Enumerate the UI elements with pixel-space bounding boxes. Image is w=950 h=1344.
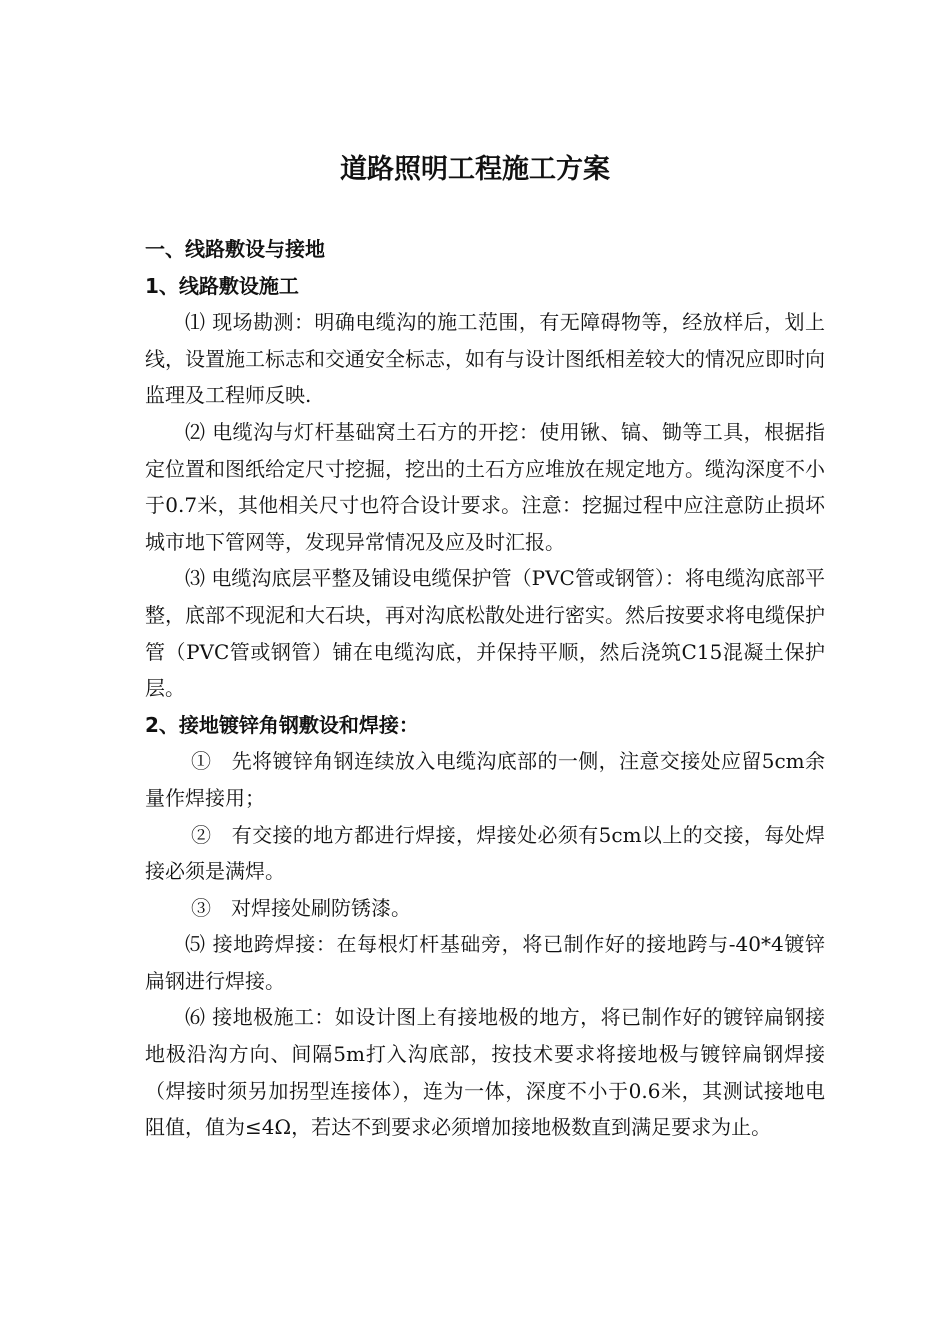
- document-body: [145, 231, 825, 1146]
- list-item-anti-rust: ③ 对焊接处刷防锈漆。: [191, 895, 411, 920]
- section-heading-1: 一、线路敷设与接地: [145, 237, 325, 261]
- paragraph-survey: ⑴ 现场勘测：明确电缆沟的施工范围，有无障碍物等，经放样后，划上线，设置施工标志和交通安全标志，如有与设计图纸相差较大的情况应即时向监理及工程师反映.: [145, 310, 825, 408]
- paragraph-ground-electrode: ⑹ 接地极施工：如设计图上有接地极的地方，将已制作好的镀锌扁钢接地极沿沟方向、间隔5m打入沟底部，按技术要求将接地极与镀锌扁钢焊接（焊接时须另加拐型连接体），连为一体，深度不小于0.6米，其测试接地电阻值，值为≤4Ω，若达不到要求必须增加接地极数直到满足要求为止。: [145, 1005, 825, 1140]
- document-title: 道路照明工程施工方案: [340, 154, 610, 185]
- list-item-welding: ② 有交接的地方都进行焊接，焊接处必须有5cm以上的交接，每处焊接必须是满焊。: [145, 822, 825, 884]
- list-item-angle-steel: ① 先将镀锌角钢连续放入电缆沟底部的一侧，注意交接处应留5cm余量作焊接用；: [145, 749, 825, 810]
- paragraph-excavation: ⑵ 电缆沟与灯杆基础窝土石方的开挖：使用锹、镐、锄等工具，根据指定位置和图纸给定尺寸挖掘，挖出的土石方应堆放在规定地方。缆沟深度不小于0.7米，其他相关尺寸也符合设计要求。注意：挖掘过程中应注意防止损坏城市地下管网等，发现异常情况及应及时汇报。: [145, 419, 825, 554]
- subsection-heading-2: 2、接地镀锌角钢敷设和焊接：: [145, 712, 419, 737]
- paragraph-conduit-laying: ⑶ 电缆沟底层平整及铺设电缆保护管（PVC管或钢管）：将电缆沟底部平整，底部不现泥和大石块，再对沟底松散处进行密实。然后按要求将电缆保护管（PVC管或钢管）铺在电缆沟底，并保持平顺，然后浇筑C15混凝土保护层。: [145, 566, 825, 701]
- paragraph-ground-jumper: ⑸ 接地跨焊接：在每根灯杆基础旁，将已制作好的接地跨与-40*4镀锌扁钢进行焊接。: [145, 932, 825, 993]
- subsection-heading-1: 1、线路敷设施工: [145, 273, 299, 298]
